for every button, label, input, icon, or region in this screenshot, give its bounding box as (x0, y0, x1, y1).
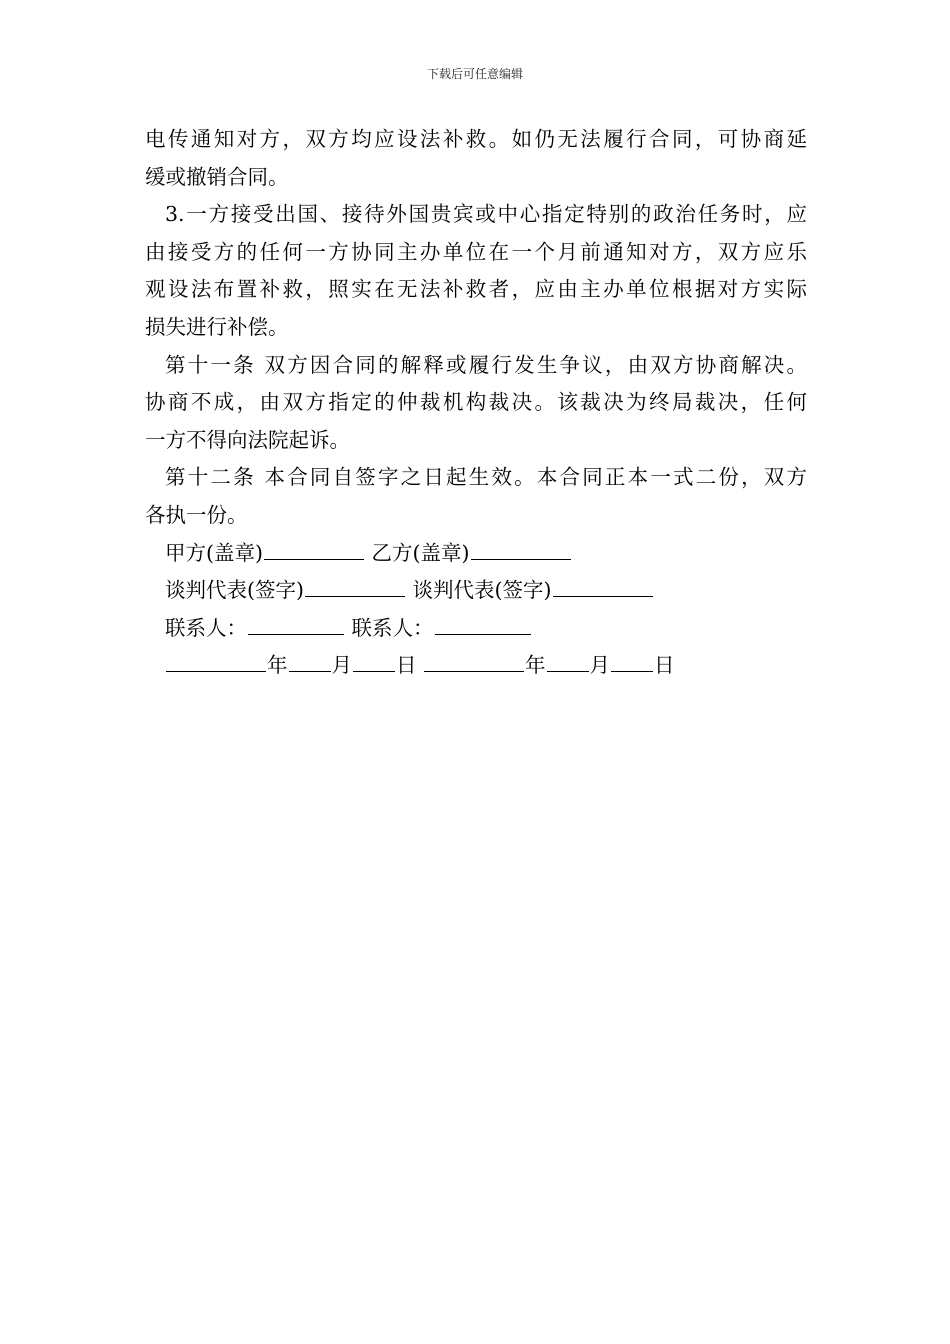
day-label: 日 (396, 653, 417, 678)
paragraph-line: 第十二条 本合同自签字之日起生效。本合同正本一式二份，双方 (165, 465, 807, 490)
month-label: 月 (589, 653, 611, 678)
signature-blank (553, 574, 653, 597)
date-blank (353, 649, 395, 672)
year-label: 年 (267, 653, 288, 678)
date-blank (547, 649, 589, 672)
date-blank (424, 649, 524, 672)
rep-b-label: 谈判代表(签字) (412, 578, 552, 603)
signature-row-date (145, 647, 807, 685)
paragraph-line: 损失进行补偿。 (145, 314, 289, 339)
paragraph-line: 各执一份。 (145, 502, 248, 527)
paragraph-line: 由接受方的任何一方协同主办单位在一个月前通知对方，双方应乐 (145, 239, 807, 264)
signature-row-contact (145, 610, 807, 648)
party-a-seal-label: 甲方(盖章) (165, 540, 263, 565)
signature-blank (264, 537, 364, 560)
paragraph-line: 观设法布置补救，照实在无法补救者，应由主办单位根据对方实际 (145, 277, 807, 302)
day-label: 日 (654, 653, 675, 678)
year-label: 年 (525, 653, 546, 678)
contact-a-label: 联系人： (165, 615, 247, 640)
month-label: 月 (331, 653, 352, 678)
document-body (145, 121, 807, 685)
paragraph-line: 缓或撤销合同。 (145, 164, 289, 189)
paragraph-line: 第十一条 双方因合同的解释或履行发生争议，由双方协商解决。 (165, 352, 807, 377)
signature-blank (305, 574, 405, 597)
contact-b-label: 联系人： (351, 615, 434, 640)
rep-a-label: 谈判代表(签字) (165, 578, 304, 603)
signature-blank (435, 612, 531, 635)
signature-row-representative (145, 572, 807, 610)
date-blank (166, 649, 266, 672)
signature-row-seal (145, 535, 807, 573)
date-blank (289, 649, 331, 672)
date-blank (611, 649, 653, 672)
paragraph-line: 电传通知对方，双方均应设法补救。如仍无法履行合同，可协商延 (145, 127, 807, 151)
paragraph-line: 一方不得向法院起诉。 (145, 427, 350, 452)
party-b-seal-label: 乙方(盖章) (371, 540, 470, 565)
page-header: 下载后可任意编辑 (426, 67, 523, 81)
signature-blank (471, 537, 571, 560)
paragraph-line: 协商不成，由双方指定的仲裁机构裁决。该裁决为终局裁决，任何 (145, 390, 807, 415)
paragraph-line: 3.一方接受出国、接待外国贵宾或中心指定特别的政治任务时，应 (165, 202, 807, 227)
signature-blank (248, 612, 344, 635)
